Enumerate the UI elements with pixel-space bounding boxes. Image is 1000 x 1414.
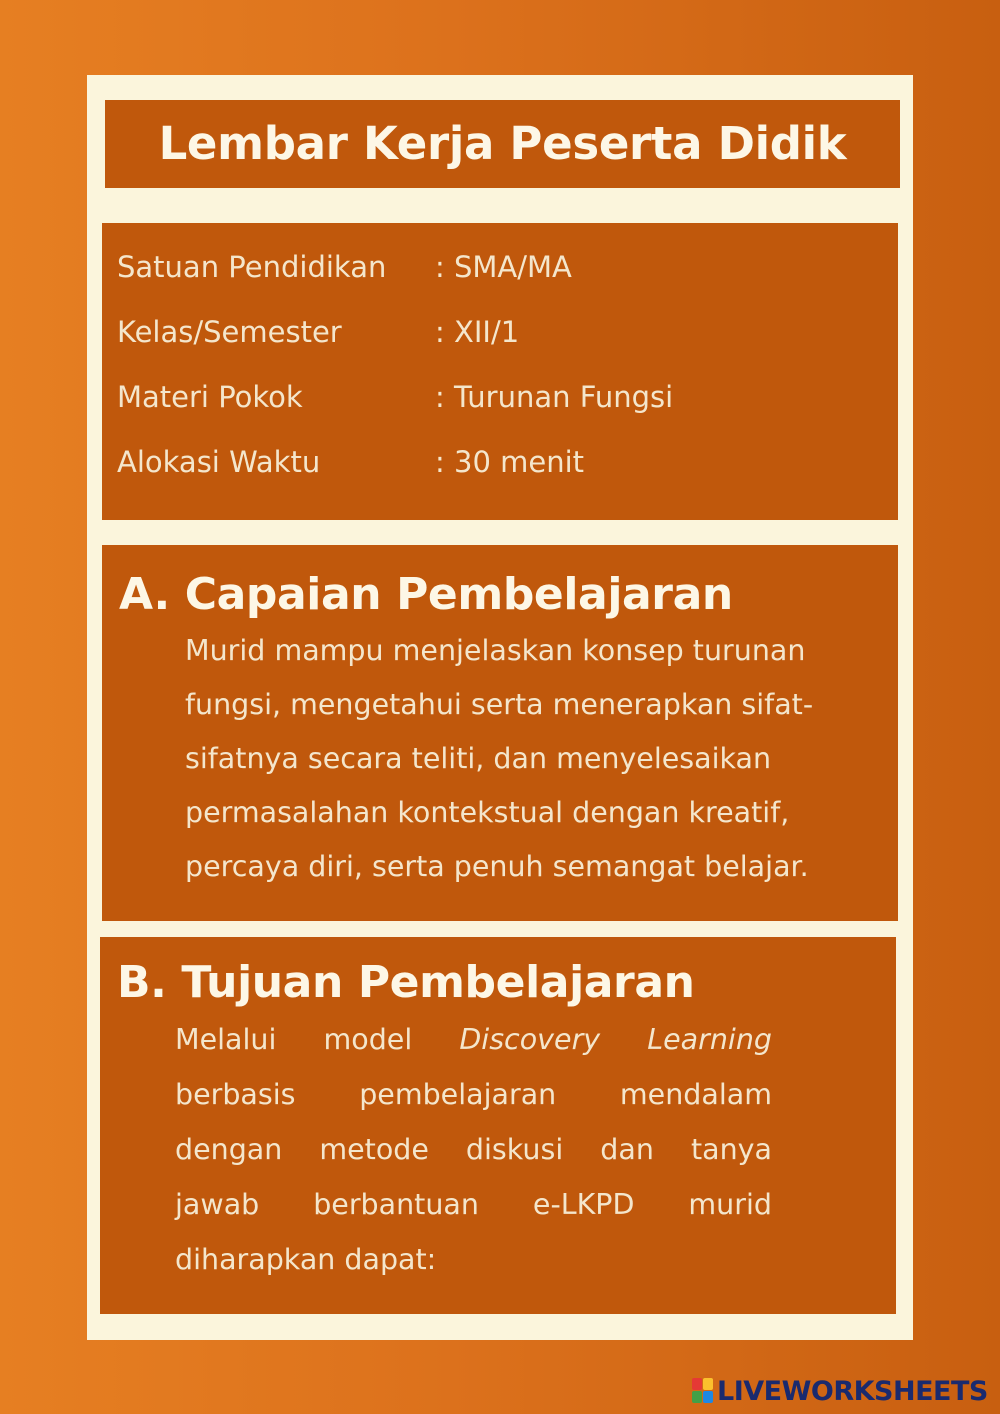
liveworksheets-logo-icon (692, 1378, 714, 1404)
info-value: : XII/1 (435, 315, 520, 349)
tujuan-word: pembelajaran (359, 1078, 557, 1111)
tujuan-word: metode (319, 1133, 429, 1166)
info-label: Kelas/Semester (117, 315, 342, 349)
tujuan-word: model (323, 1023, 413, 1056)
tujuan-word: Melalui (175, 1023, 277, 1056)
worksheet-frame (87, 75, 913, 1340)
tujuan-word: mendalam (619, 1078, 772, 1111)
tujuan-word: jawab (175, 1188, 260, 1221)
tujuan-word: dengan (175, 1133, 283, 1166)
info-value: : 30 menit (435, 445, 585, 479)
tujuan-line (175, 1185, 772, 1225)
capaian-line: fungsi, mengetahui serta menerapkan sifat- (185, 688, 814, 721)
capaian-line: Murid mampu menjelaskan konsep turunan (185, 634, 806, 667)
info-box (102, 223, 898, 520)
info-value: : SMA/MA (435, 250, 572, 284)
tujuan-line (175, 1020, 772, 1060)
tujuan-word: berbantuan (313, 1188, 479, 1221)
title-box (105, 100, 900, 188)
tujuan-word: Discovery (459, 1023, 601, 1056)
capaian-line: percaya diri, serta penuh semangat belajar. (185, 850, 809, 883)
tujuan-word: diharapkan dapat: (175, 1243, 437, 1276)
capaian-line: sifatnya secara teliti, dan menyelesaikan (185, 742, 772, 775)
tujuan-word: Learning (647, 1023, 772, 1056)
tujuan-word: tanya (690, 1133, 772, 1166)
capaian-heading: A. Capaian Pembelajaran (119, 569, 733, 620)
tujuan-word: e-LKPD (532, 1188, 635, 1221)
tujuan-heading: B. Tujuan Pembelajaran (117, 957, 695, 1008)
tujuan-word: diskusi (465, 1133, 564, 1166)
tujuan-line (175, 1130, 772, 1170)
brand-name: LIVEWORKSHEETS (717, 1375, 988, 1407)
tujuan-word: berbasis (175, 1078, 296, 1111)
tujuan-section (100, 937, 896, 1314)
page-title: Lembar Kerja Peserta Didik (158, 117, 847, 170)
info-label: Materi Pokok (117, 380, 303, 414)
liveworksheets-brand[interactable] (692, 1374, 988, 1408)
info-label: Alokasi Waktu (117, 445, 321, 479)
info-label: Satuan Pendidikan (117, 250, 387, 284)
capaian-section (102, 545, 898, 921)
info-value: : Turunan Fungsi (435, 380, 674, 414)
tujuan-line (175, 1240, 772, 1280)
capaian-line: permasalahan kontekstual dengan kreatif, (185, 796, 790, 829)
tujuan-word: murid (688, 1188, 772, 1221)
tujuan-word: dan (600, 1133, 654, 1166)
tujuan-line (175, 1075, 772, 1115)
